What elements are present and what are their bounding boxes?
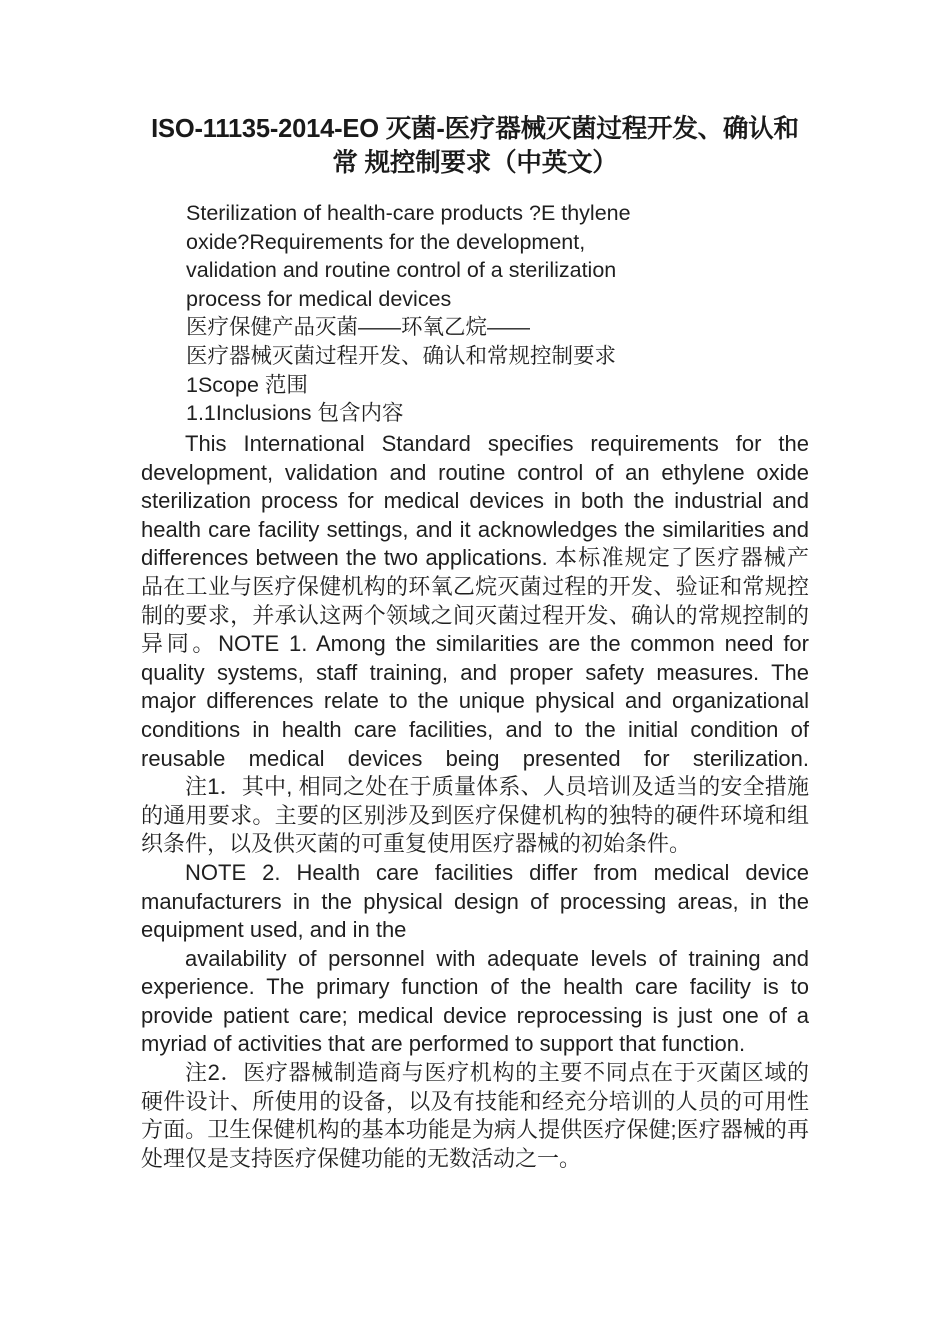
paragraph-note2-english-part1: NOTE 2. Health care facilities differ from medical device manufacturers in the physical design of processing areas, in the equipment used, and in the [141,859,809,943]
page-title-line-1: ISO-11135-2014-EO 灭菌-医疗器械灭菌过程开发、确认和常 [151,115,799,177]
page-title-line-2: 规控制要求（中英文） [364,149,618,177]
front-matter-block [186,199,826,428]
section-heading-1-scope: 1Scope 范围 [186,372,308,397]
front-matter-line: 医疗保健产品灭菌——环氧乙烷—— [186,315,531,340]
paragraph-scope: This International Standard specifies requirements for the development, validation and routine control of an ethylene oxide sterilization process for medical devices in both the industrial and health care facility settings, and it acknowledges the similarities and differences between the two applications. 本标准规定了医疗器械产品在工业与医疗保健机构的环氧乙烷灭菌过程的开发、验证和常规控制的要求，并承认这两个领域之间灭菌过程开发、确认的常规控制的异同。NOTE 1. Among the similarities are the common need for quality systems, staff training, and proper safety measures. The major differences relate to the unique physical and organizational conditions in health care facilities, and to the initial condition of reusable medical devices being presented for sterilization. [141,431,809,771]
paragraph-note2-english-part2: availability of personnel with adequate levels of training and experience. The primary function of the health care facility is to provide patient care; medical device reprocessing is just one of a myriad of activities that are performed to support that function. [141,945,809,1057]
front-matter-line: 医疗器械灭菌过程开发、确认和常规控制要求 [186,343,617,368]
front-matter-line: oxide?Requirements for the development, [186,229,586,254]
paragraph-note1-chinese: 注1．其中, 相同之处在于质量体系、人员培训及适当的安全措施的通用要求。主要的区别涉及到医疗保健机构的独特的硬件环境和组织条件，以及供灭菌的可重复使用医疗器械的初始条件。 [141,774,809,857]
paragraph-note2-chinese: 注2．医疗器械制造商与医疗机构的主要不同点在于灭菌区域的硬件设计、所使用的设备，以及有技能和经充分培训的人员的可用性方面。卫生保健机构的基本功能是为病人提供医疗保健;医疗器械的再处理仅是支持医疗保健功能的无数活动之一。 [141,1060,809,1171]
front-matter-line: process for medical devices [186,286,452,311]
front-matter-line: Sterilization of health-care products ?E thylene [186,201,631,225]
document-body [141,430,809,1173]
section-heading-1-1-inclusions: 1.1Inclusions 包含内容 [186,401,404,426]
front-matter-line: validation and routine control of a sterilization [186,258,617,283]
page-title [141,112,809,180]
